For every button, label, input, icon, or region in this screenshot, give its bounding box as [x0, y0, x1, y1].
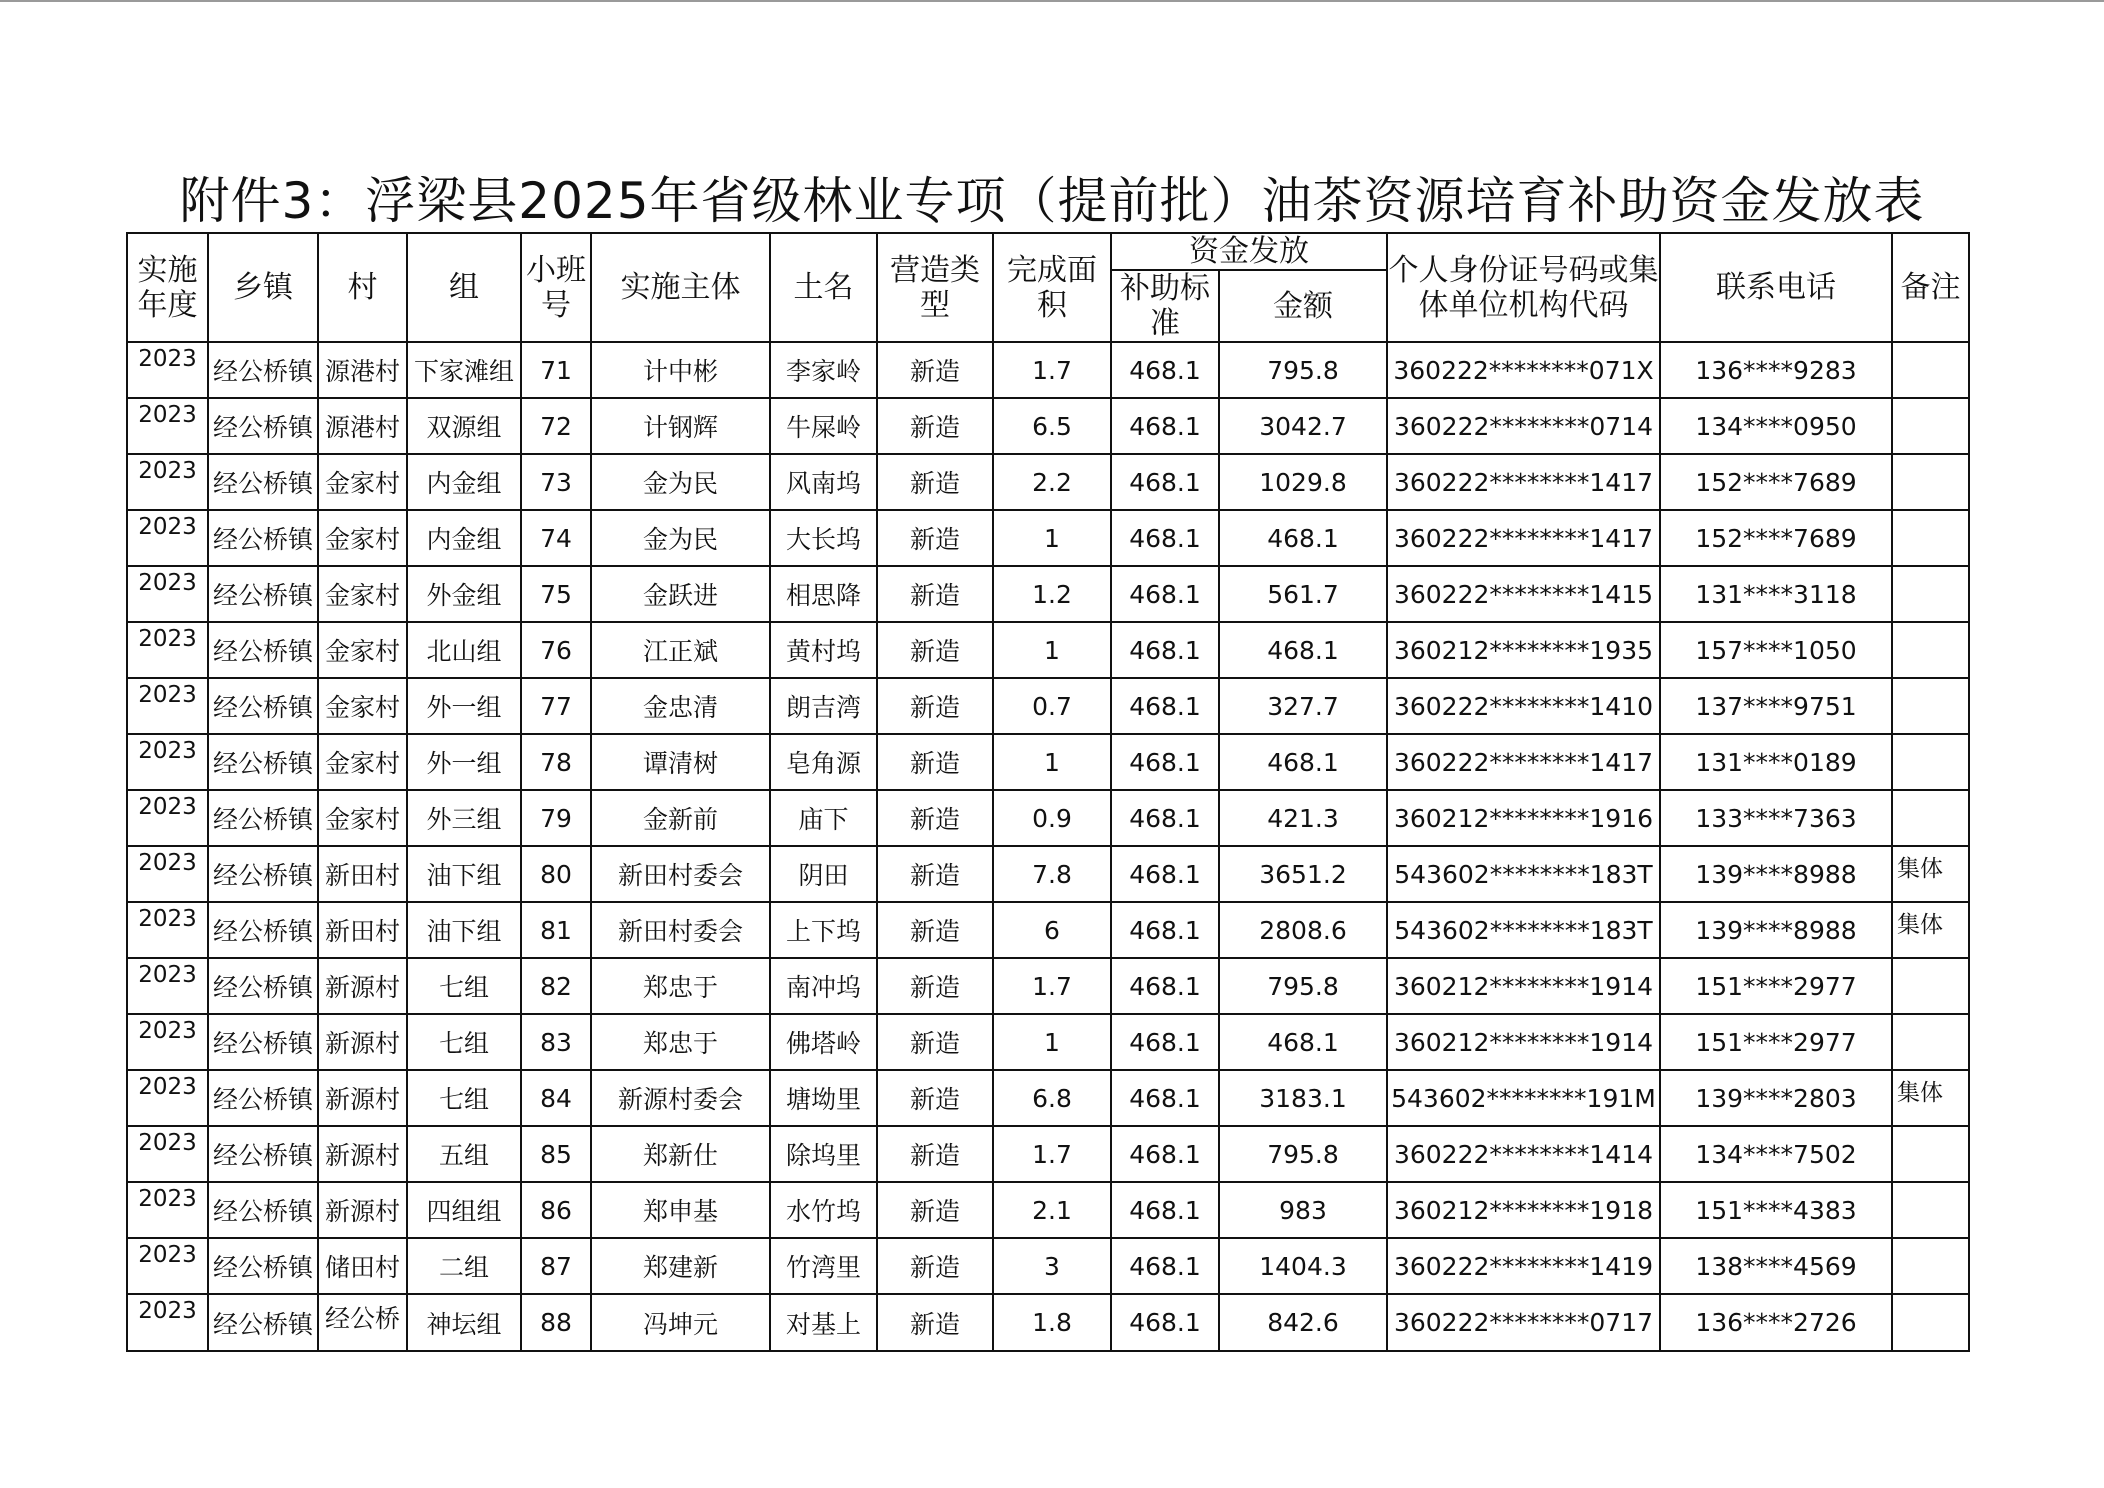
table-row [127, 958, 1969, 1014]
cell-remark [1892, 1014, 1969, 1070]
cell-build-type: 新造 [877, 958, 993, 1014]
cell-village: 新源村 [318, 1182, 407, 1238]
table-row [127, 1126, 1969, 1182]
cell-standard: 468.1 [1111, 1238, 1219, 1294]
cell-entity: 金新前 [591, 790, 770, 846]
cell-place-name: 南冲坞 [770, 958, 877, 1014]
cell-area: 6 [993, 902, 1111, 958]
cell-group: 七组 [407, 958, 521, 1014]
cell-id-code: 543602********183T [1387, 846, 1660, 902]
cell-id-code: 360212********1914 [1387, 958, 1660, 1014]
cell-area: 7.8 [993, 846, 1111, 902]
cell-build-type: 新造 [877, 398, 993, 454]
cell-id-code: 360222********1410 [1387, 678, 1660, 734]
cell-build-type: 新造 [877, 454, 993, 510]
table-row [127, 1070, 1969, 1126]
header-funding: 资金发放 [1111, 233, 1387, 270]
cell-build-type: 新造 [877, 342, 993, 398]
header-id-code: 个人身份证号码或集体单位机构代码 [1387, 233, 1660, 342]
table-row [127, 846, 1969, 902]
cell-amount: 795.8 [1219, 1126, 1387, 1182]
cell-village: 新源村 [318, 1014, 407, 1070]
cell-year: 2023 [127, 902, 208, 958]
cell-remark [1892, 734, 1969, 790]
header-town: 乡镇 [208, 233, 318, 342]
cell-entity: 郑新仕 [591, 1126, 770, 1182]
cell-year: 2023 [127, 510, 208, 566]
cell-build-type: 新造 [877, 902, 993, 958]
table-row [127, 622, 1969, 678]
cell-village: 金家村 [318, 734, 407, 790]
cell-standard: 468.1 [1111, 734, 1219, 790]
cell-standard: 468.1 [1111, 566, 1219, 622]
cell-phone: 131****0189 [1660, 734, 1892, 790]
cell-entity: 郑忠于 [591, 1014, 770, 1070]
cell-year: 2023 [127, 398, 208, 454]
cell-year: 2023 [127, 678, 208, 734]
cell-standard: 468.1 [1111, 902, 1219, 958]
table-row [127, 398, 1969, 454]
table-body [127, 342, 1969, 1351]
cell-place-name: 上下坞 [770, 902, 877, 958]
cell-id-code: 543602********183T [1387, 902, 1660, 958]
cell-group: 北山组 [407, 622, 521, 678]
document-title: 附件3：浮梁县2025年省级林业专项（提前批）油茶资源培育补助资金发放表 [179, 171, 1925, 230]
cell-id-code: 360222********1419 [1387, 1238, 1660, 1294]
cell-group: 外金组 [407, 566, 521, 622]
cell-standard: 468.1 [1111, 454, 1219, 510]
cell-year: 2023 [127, 790, 208, 846]
cell-entity: 金为民 [591, 510, 770, 566]
cell-place-name: 竹湾里 [770, 1238, 877, 1294]
cell-phone: 134****0950 [1660, 398, 1892, 454]
cell-town: 经公桥镇 [208, 1238, 318, 1294]
cell-amount: 561.7 [1219, 566, 1387, 622]
header-place-name: 土名 [770, 233, 877, 342]
table-row [127, 510, 1969, 566]
cell-group: 外三组 [407, 790, 521, 846]
cell-amount: 2808.6 [1219, 902, 1387, 958]
table-row [127, 454, 1969, 510]
cell-group: 双源组 [407, 398, 521, 454]
cell-plot-no: 74 [521, 510, 591, 566]
cell-area: 1.7 [993, 342, 1111, 398]
cell-phone: 157****1050 [1660, 622, 1892, 678]
cell-amount: 327.7 [1219, 678, 1387, 734]
cell-remark [1892, 1238, 1969, 1294]
cell-standard: 468.1 [1111, 846, 1219, 902]
cell-plot-no: 72 [521, 398, 591, 454]
cell-entity: 计中彬 [591, 342, 770, 398]
cell-town: 经公桥镇 [208, 1182, 318, 1238]
cell-id-code: 360222********0717 [1387, 1294, 1660, 1351]
cell-build-type: 新造 [877, 846, 993, 902]
cell-village: 金家村 [318, 566, 407, 622]
cell-town: 经公桥镇 [208, 678, 318, 734]
table-row [127, 342, 1969, 398]
cell-remark: 集体 [1892, 1070, 1969, 1126]
cell-build-type: 新造 [877, 1014, 993, 1070]
cell-year: 2023 [127, 846, 208, 902]
cell-place-name: 大长坞 [770, 510, 877, 566]
cell-place-name: 对基上 [770, 1294, 877, 1351]
cell-year: 2023 [127, 958, 208, 1014]
cell-entity: 郑建新 [591, 1238, 770, 1294]
cell-village: 金家村 [318, 510, 407, 566]
cell-phone: 152****7689 [1660, 510, 1892, 566]
cell-town: 经公桥镇 [208, 790, 318, 846]
cell-standard: 468.1 [1111, 1126, 1219, 1182]
cell-amount: 468.1 [1219, 510, 1387, 566]
cell-area: 1 [993, 1014, 1111, 1070]
cell-plot-no: 76 [521, 622, 591, 678]
cell-standard: 468.1 [1111, 622, 1219, 678]
cell-village: 储田村 [318, 1238, 407, 1294]
table-row [127, 1238, 1969, 1294]
subsidy-table [126, 232, 1970, 1352]
cell-standard: 468.1 [1111, 1014, 1219, 1070]
cell-amount: 1029.8 [1219, 454, 1387, 510]
cell-entity: 冯坤元 [591, 1294, 770, 1351]
cell-place-name: 除坞里 [770, 1126, 877, 1182]
header-year: 实施年度 [127, 233, 208, 342]
cell-entity: 计钢辉 [591, 398, 770, 454]
cell-town: 经公桥镇 [208, 454, 318, 510]
cell-area: 1 [993, 510, 1111, 566]
header-amount: 金额 [1219, 270, 1387, 342]
cell-amount: 1404.3 [1219, 1238, 1387, 1294]
cell-id-code: 360222********1417 [1387, 734, 1660, 790]
cell-amount: 3651.2 [1219, 846, 1387, 902]
header-build-type: 营造类型 [877, 233, 993, 342]
cell-group: 七组 [407, 1014, 521, 1070]
cell-village: 新田村 [318, 902, 407, 958]
cell-town: 经公桥镇 [208, 622, 318, 678]
cell-area: 1 [993, 734, 1111, 790]
cell-phone: 134****7502 [1660, 1126, 1892, 1182]
cell-year: 2023 [127, 1238, 208, 1294]
header-entity: 实施主体 [591, 233, 770, 342]
cell-amount: 842.6 [1219, 1294, 1387, 1351]
cell-phone: 136****2726 [1660, 1294, 1892, 1351]
cell-amount: 983 [1219, 1182, 1387, 1238]
cell-entity: 江正斌 [591, 622, 770, 678]
cell-build-type: 新造 [877, 790, 993, 846]
header-remark: 备注 [1892, 233, 1969, 342]
cell-id-code: 360222********1415 [1387, 566, 1660, 622]
cell-place-name: 相思降 [770, 566, 877, 622]
cell-plot-no: 85 [521, 1126, 591, 1182]
cell-village: 金家村 [318, 678, 407, 734]
cell-remark [1892, 566, 1969, 622]
cell-town: 经公桥镇 [208, 1126, 318, 1182]
cell-village: 新源村 [318, 958, 407, 1014]
cell-phone: 138****4569 [1660, 1238, 1892, 1294]
cell-phone: 152****7689 [1660, 454, 1892, 510]
header-area: 完成面积 [993, 233, 1111, 342]
cell-place-name: 风南坞 [770, 454, 877, 510]
cell-plot-no: 77 [521, 678, 591, 734]
cell-amount: 3183.1 [1219, 1070, 1387, 1126]
cell-town: 经公桥镇 [208, 902, 318, 958]
cell-town: 经公桥镇 [208, 734, 318, 790]
cell-build-type: 新造 [877, 1070, 993, 1126]
cell-remark: 集体 [1892, 902, 1969, 958]
cell-town: 经公桥镇 [208, 1070, 318, 1126]
cell-remark [1892, 958, 1969, 1014]
cell-standard: 468.1 [1111, 1070, 1219, 1126]
cell-village: 新源村 [318, 1070, 407, 1126]
cell-phone: 151****4383 [1660, 1182, 1892, 1238]
cell-village: 新田村 [318, 846, 407, 902]
cell-year: 2023 [127, 622, 208, 678]
cell-year: 2023 [127, 1070, 208, 1126]
cell-id-code: 360222********1417 [1387, 454, 1660, 510]
table-row [127, 1182, 1969, 1238]
cell-place-name: 佛塔岭 [770, 1014, 877, 1070]
cell-id-code: 543602********191M [1387, 1070, 1660, 1126]
cell-group: 神坛组 [407, 1294, 521, 1351]
cell-standard: 468.1 [1111, 1294, 1219, 1351]
cell-plot-no: 84 [521, 1070, 591, 1126]
cell-group: 油下组 [407, 902, 521, 958]
header-group: 组 [407, 233, 521, 342]
cell-town: 经公桥镇 [208, 1294, 318, 1351]
cell-plot-no: 88 [521, 1294, 591, 1351]
cell-entity: 金忠清 [591, 678, 770, 734]
cell-amount: 3042.7 [1219, 398, 1387, 454]
cell-area: 1 [993, 622, 1111, 678]
cell-phone: 151****2977 [1660, 958, 1892, 1014]
table-row [127, 566, 1969, 622]
cell-standard: 468.1 [1111, 958, 1219, 1014]
cell-village: 源港村 [318, 398, 407, 454]
cell-entity: 郑忠于 [591, 958, 770, 1014]
cell-remark [1892, 454, 1969, 510]
cell-town: 经公桥镇 [208, 566, 318, 622]
cell-build-type: 新造 [877, 622, 993, 678]
cell-plot-no: 75 [521, 566, 591, 622]
cell-group: 二组 [407, 1238, 521, 1294]
cell-place-name: 黄村坞 [770, 622, 877, 678]
cell-town: 经公桥镇 [208, 510, 318, 566]
cell-group: 内金组 [407, 510, 521, 566]
cell-phone: 137****9751 [1660, 678, 1892, 734]
table-row [127, 678, 1969, 734]
cell-year: 2023 [127, 566, 208, 622]
cell-group: 油下组 [407, 846, 521, 902]
cell-standard: 468.1 [1111, 510, 1219, 566]
cell-area: 6.5 [993, 398, 1111, 454]
cell-entity: 新田村委会 [591, 902, 770, 958]
cell-place-name: 水竹坞 [770, 1182, 877, 1238]
cell-remark [1892, 790, 1969, 846]
header-phone: 联系电话 [1660, 233, 1892, 342]
cell-year: 2023 [127, 734, 208, 790]
cell-plot-no: 73 [521, 454, 591, 510]
cell-build-type: 新造 [877, 1182, 993, 1238]
cell-build-type: 新造 [877, 566, 993, 622]
cell-group: 内金组 [407, 454, 521, 510]
cell-plot-no: 80 [521, 846, 591, 902]
cell-town: 经公桥镇 [208, 342, 318, 398]
cell-amount: 468.1 [1219, 622, 1387, 678]
cell-standard: 468.1 [1111, 1182, 1219, 1238]
cell-place-name: 庙下 [770, 790, 877, 846]
cell-amount: 468.1 [1219, 734, 1387, 790]
cell-remark [1892, 1182, 1969, 1238]
cell-area: 0.7 [993, 678, 1111, 734]
cell-build-type: 新造 [877, 1238, 993, 1294]
cell-plot-no: 71 [521, 342, 591, 398]
cell-year: 2023 [127, 1294, 208, 1351]
cell-phone: 139****8988 [1660, 902, 1892, 958]
cell-standard: 468.1 [1111, 678, 1219, 734]
table-row [127, 902, 1969, 958]
header-village: 村 [318, 233, 407, 342]
cell-amount: 468.1 [1219, 1014, 1387, 1070]
cell-village: 新源村 [318, 1126, 407, 1182]
table-row [127, 790, 1969, 846]
cell-phone: 131****3118 [1660, 566, 1892, 622]
header-standard: 补助标准 [1111, 270, 1219, 342]
cell-phone: 133****7363 [1660, 790, 1892, 846]
cell-remark [1892, 398, 1969, 454]
cell-remark [1892, 342, 1969, 398]
cell-standard: 468.1 [1111, 342, 1219, 398]
cell-group: 外一组 [407, 678, 521, 734]
cell-build-type: 新造 [877, 1126, 993, 1182]
cell-remark [1892, 678, 1969, 734]
table-row [127, 1014, 1969, 1070]
cell-amount: 421.3 [1219, 790, 1387, 846]
page-top-border [0, 0, 2104, 2]
cell-area: 2.2 [993, 454, 1111, 510]
cell-year: 2023 [127, 454, 208, 510]
cell-plot-no: 83 [521, 1014, 591, 1070]
cell-group: 外一组 [407, 734, 521, 790]
cell-build-type: 新造 [877, 734, 993, 790]
cell-place-name: 阴田 [770, 846, 877, 902]
table-row [127, 734, 1969, 790]
cell-standard: 468.1 [1111, 398, 1219, 454]
cell-entity: 新田村委会 [591, 846, 770, 902]
cell-phone: 136****9283 [1660, 342, 1892, 398]
cell-town: 经公桥镇 [208, 846, 318, 902]
cell-town: 经公桥镇 [208, 958, 318, 1014]
cell-id-code: 360212********1935 [1387, 622, 1660, 678]
cell-build-type: 新造 [877, 1294, 993, 1351]
cell-plot-no: 87 [521, 1238, 591, 1294]
cell-entity: 郑申基 [591, 1182, 770, 1238]
cell-plot-no: 82 [521, 958, 591, 1014]
cell-year: 2023 [127, 1182, 208, 1238]
table-header [127, 233, 1969, 342]
cell-id-code: 360212********1916 [1387, 790, 1660, 846]
cell-entity: 金跃进 [591, 566, 770, 622]
cell-entity: 谭清树 [591, 734, 770, 790]
cell-id-code: 360222********0714 [1387, 398, 1660, 454]
cell-build-type: 新造 [877, 510, 993, 566]
cell-place-name: 塘坳里 [770, 1070, 877, 1126]
cell-place-name: 牛屎岭 [770, 398, 877, 454]
cell-area: 6.8 [993, 1070, 1111, 1126]
cell-plot-no: 81 [521, 902, 591, 958]
header-plot-no: 小班号 [521, 233, 591, 342]
cell-village: 金家村 [318, 454, 407, 510]
cell-town: 经公桥镇 [208, 398, 318, 454]
cell-phone: 139****2803 [1660, 1070, 1892, 1126]
cell-area: 2.1 [993, 1182, 1111, 1238]
cell-area: 1.7 [993, 1126, 1111, 1182]
cell-id-code: 360222********1417 [1387, 510, 1660, 566]
cell-area: 1.2 [993, 566, 1111, 622]
table-row [127, 1294, 1969, 1351]
cell-plot-no: 86 [521, 1182, 591, 1238]
cell-group: 下家滩组 [407, 342, 521, 398]
cell-town: 经公桥镇 [208, 1014, 318, 1070]
cell-remark [1892, 510, 1969, 566]
cell-village: 源港村 [318, 342, 407, 398]
cell-standard: 468.1 [1111, 790, 1219, 846]
cell-place-name: 李家岭 [770, 342, 877, 398]
cell-village: 金家村 [318, 790, 407, 846]
cell-build-type: 新造 [877, 678, 993, 734]
cell-amount: 795.8 [1219, 342, 1387, 398]
cell-group: 四组组 [407, 1182, 521, 1238]
cell-plot-no: 78 [521, 734, 591, 790]
cell-village: 金家村 [318, 622, 407, 678]
cell-year: 2023 [127, 1014, 208, 1070]
cell-remark [1892, 1126, 1969, 1182]
cell-remark: 集体 [1892, 846, 1969, 902]
cell-plot-no: 79 [521, 790, 591, 846]
cell-amount: 795.8 [1219, 958, 1387, 1014]
cell-year: 2023 [127, 1126, 208, 1182]
cell-phone: 139****8988 [1660, 846, 1892, 902]
cell-area: 1.8 [993, 1294, 1111, 1351]
cell-area: 0.9 [993, 790, 1111, 846]
cell-year: 2023 [127, 342, 208, 398]
cell-id-code: 360222********1414 [1387, 1126, 1660, 1182]
cell-entity: 新源村委会 [591, 1070, 770, 1126]
cell-phone: 151****2977 [1660, 1014, 1892, 1070]
cell-group: 七组 [407, 1070, 521, 1126]
cell-remark [1892, 622, 1969, 678]
cell-id-code: 360222********071X [1387, 342, 1660, 398]
cell-id-code: 360212********1918 [1387, 1182, 1660, 1238]
cell-remark [1892, 1294, 1969, 1351]
cell-group: 五组 [407, 1126, 521, 1182]
cell-area: 3 [993, 1238, 1111, 1294]
cell-entity: 金为民 [591, 454, 770, 510]
cell-area: 1.7 [993, 958, 1111, 1014]
cell-place-name: 皂角源 [770, 734, 877, 790]
cell-place-name: 朗吉湾 [770, 678, 877, 734]
cell-village: 经公桥 [318, 1294, 407, 1351]
cell-id-code: 360212********1914 [1387, 1014, 1660, 1070]
